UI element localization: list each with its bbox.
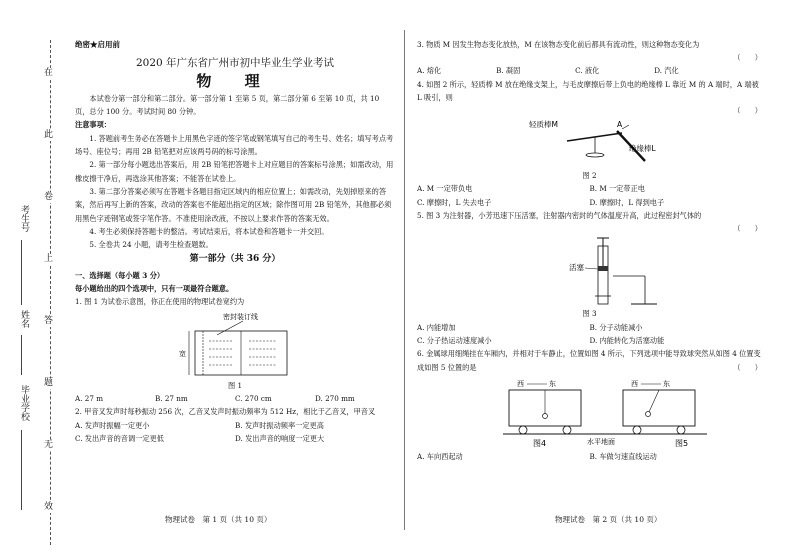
figure-3-caption: 图 3	[582, 309, 597, 319]
q2-option-d[interactable]: D. 发出声音的响度一定更大	[235, 433, 325, 443]
q1-option-a[interactable]: A. 27 m	[75, 393, 104, 403]
question-2-options	[75, 419, 395, 446]
figure-1-caption: 图 1	[227, 380, 243, 390]
field-label-school: 毕业学校	[19, 385, 29, 421]
notice-item: 1. 答题前考生务必在答题卡上用黑色字迹的签字笔或钢笔填写自己的考生号、姓名；填写考点考场号、座位号；再用 2B 铅笔把对应该两号码的标号涂黑。	[75, 133, 394, 157]
question-6-stem: 6. 金属球用细绳挂在车厢内，并相对于车静止，位置如图 4 所示，下列选项中能导致球突然从如图 4 位置变成如图 5 位置的是	[417, 349, 761, 372]
notice-item: 3. 第二部分答案必须写在答题卡各题目指定区域内的相应位置上；如需改动，先划掉原来的答案，然后再写上新的答案，改动的答案也不能超出指定的区域；除作图可用 2B 铅笔外，其他都必须用黑色字迹钢笔或签字笔作答。不准使用涂改液，不按以上要求作答的答案无效。	[75, 186, 392, 223]
binding-char: 此	[44, 130, 54, 140]
notice-title: 注意事项：	[75, 120, 111, 130]
right-footer: 物理试卷 第 2 页（共 10 页）	[555, 515, 662, 524]
binding-char: 题	[44, 378, 54, 388]
question-4-stem: 4. 如图 2 所示，轻质棒 M 放在绝缘支架上，与毛皮摩擦后带上负电的绝缘棒 L 靠近 M 的 A 端时，A 端被 L 吸引，则	[417, 79, 759, 102]
field-label-name: 姓名	[19, 310, 29, 328]
q2-option-b[interactable]: B. 发声时振动频率一定更高	[235, 420, 324, 430]
q4-option-b[interactable]: B. M 一定带正电	[589, 184, 645, 194]
q2-option-c[interactable]: C. 发出声音的音调一定更低	[75, 433, 164, 443]
figure-1	[75, 309, 395, 379]
fig1-seal-label: 密封装订线	[223, 312, 258, 321]
notice-item: 2. 第一部分每小题选出答案后，用 2B 铅笔把答题卡上对应题目的答案标号涂黑；如需改动，用橡皮擦干净后，再选涂其他答案；不能答在试卷上。	[75, 160, 394, 183]
fig5-caption: 图5	[675, 438, 689, 448]
figure-4-5	[417, 378, 762, 450]
q1-option-b[interactable]: B. 27 nm	[155, 393, 188, 403]
ground-label: 水平地面	[587, 437, 615, 446]
q3-option-b[interactable]: B. 凝固	[496, 66, 521, 76]
fig1-width-label: 宽	[179, 349, 186, 358]
field-label-exam-number: 考生号	[19, 205, 29, 232]
question-6-options	[417, 450, 762, 463]
field-line-school[interactable]	[21, 430, 22, 510]
figure-3	[417, 235, 762, 307]
binding-char: 卷	[44, 192, 54, 202]
notice-item: 5. 全卷共 24 小题，请考生检查题数。	[89, 240, 213, 250]
fig3-piston-label: 活塞	[569, 262, 584, 272]
right-page	[417, 38, 762, 463]
binding-dashed-line	[50, 40, 51, 545]
q3-option-d[interactable]: D. 汽化	[654, 66, 679, 76]
q5-option-c[interactable]: C. 分子热运动速度减小	[417, 335, 492, 345]
question-5-options	[417, 321, 762, 348]
question-1-options	[75, 392, 395, 405]
fig5-west-label: 西	[631, 379, 638, 388]
q3-answer-paren[interactable]: （ ）	[733, 53, 762, 63]
binding-char: 在	[44, 68, 54, 78]
question-2-stem: 2. 甲音叉发声时每秒振动 256 次，乙音叉发声时振动频率为 512 Hz，相比于乙音叉，甲音叉	[75, 407, 376, 417]
q4-option-a[interactable]: A. M 一定带负电	[417, 184, 473, 194]
exam-paper-diagram	[75, 309, 395, 379]
page-divider	[404, 30, 405, 530]
question-1-stem: 1. 图 1 为试卷示意图，你正在使用的物理试卷宽约为	[75, 297, 245, 307]
q4-answer-paren[interactable]: （ ）	[733, 106, 762, 116]
binding-char: 无	[44, 440, 54, 450]
fig2-rod-m-label: 轻质棒M	[529, 120, 558, 130]
syringe-diagram	[417, 236, 762, 308]
fig2-end-a-label: A	[617, 120, 623, 130]
binding-char: 效	[44, 502, 54, 512]
q6-option-b[interactable]: B. 车做匀速直线运动	[589, 451, 657, 461]
q5-option-d[interactable]: D. 内能转化为活塞动能	[589, 335, 665, 345]
fig4-east-label: 东	[549, 379, 556, 388]
q5-answer-paren[interactable]: （ ）	[733, 224, 762, 234]
q1-option-c[interactable]: C. 270 cm	[235, 393, 272, 403]
question-3-stem: 3. 物质 M 因发生物态变化放热，M 在该物态变化前后都具有流动性，则这种物态变化为	[417, 40, 700, 49]
intro-paragraph: 本试卷分第一部分和第二部分。第一部分第 1 至第 5 页，第二部分第 6 至第 10 页，共 10 页，总分 100 分。考试时间 80 分钟。	[75, 93, 380, 117]
subject-title: 物 理	[196, 71, 274, 90]
q2-option-a[interactable]: A. 发声时振幅一定更小	[75, 420, 150, 430]
rod-diagram	[417, 117, 762, 169]
q5-option-a[interactable]: A. 内能增加	[417, 322, 456, 332]
section-title: 一、选择题（每小题 3 分）	[75, 270, 165, 280]
secret-label: 绝密★启用前	[75, 40, 120, 49]
fig2-rod-l-label: 绝缘棒L	[629, 144, 656, 154]
question-3-options	[417, 64, 733, 77]
exam-title: 2020 年广东省广州市初中毕业生学业考试	[135, 57, 335, 70]
binding-char: 上	[44, 254, 54, 264]
field-line-exam-number[interactable]	[21, 240, 22, 305]
q6-answer-paren[interactable]: （ ）	[733, 362, 762, 372]
q3-option-c[interactable]: C. 液化	[575, 66, 600, 76]
notice-item: 4. 考生必须保持答题卡的整洁。考试结束后，将本试卷和答题卡一并交回。	[89, 226, 329, 236]
part-one-title: 第一部分（共 36 分）	[189, 254, 281, 265]
field-line-name[interactable]	[21, 335, 22, 375]
q5-option-b[interactable]: B. 分子动能减小	[589, 322, 643, 332]
figure-2	[417, 117, 762, 169]
q4-option-c[interactable]: C. 摩擦时，L 失去电子	[417, 197, 492, 207]
q6-option-a[interactable]: A. 车向西起动	[417, 451, 463, 461]
section-note: 每小题给出的四个选项中，只有一项最符合题意。	[75, 284, 234, 294]
figure-2-caption: 图 2	[582, 171, 597, 181]
fig4-west-label: 西	[517, 379, 524, 388]
q1-option-d[interactable]: D. 270 mm	[315, 393, 355, 403]
fig4-caption: 图4	[533, 438, 547, 448]
q4-option-d[interactable]: D. 摩擦时，L 得到电子	[589, 197, 665, 207]
left-footer: 物理试卷 第 1 页（共 10 页）	[165, 515, 272, 524]
question-4-options	[417, 182, 762, 209]
question-5-stem: 5. 图 3 为注射器，小芳迅速下压活塞，注射器内密封的气体温度升高，此过程密封气体的	[417, 211, 702, 221]
q3-option-a[interactable]: A. 熔化	[417, 66, 442, 76]
fig5-east-label: 东	[663, 379, 670, 388]
train-car-diagram	[417, 378, 762, 450]
left-page	[75, 38, 395, 445]
binding-char: 答	[44, 316, 54, 326]
